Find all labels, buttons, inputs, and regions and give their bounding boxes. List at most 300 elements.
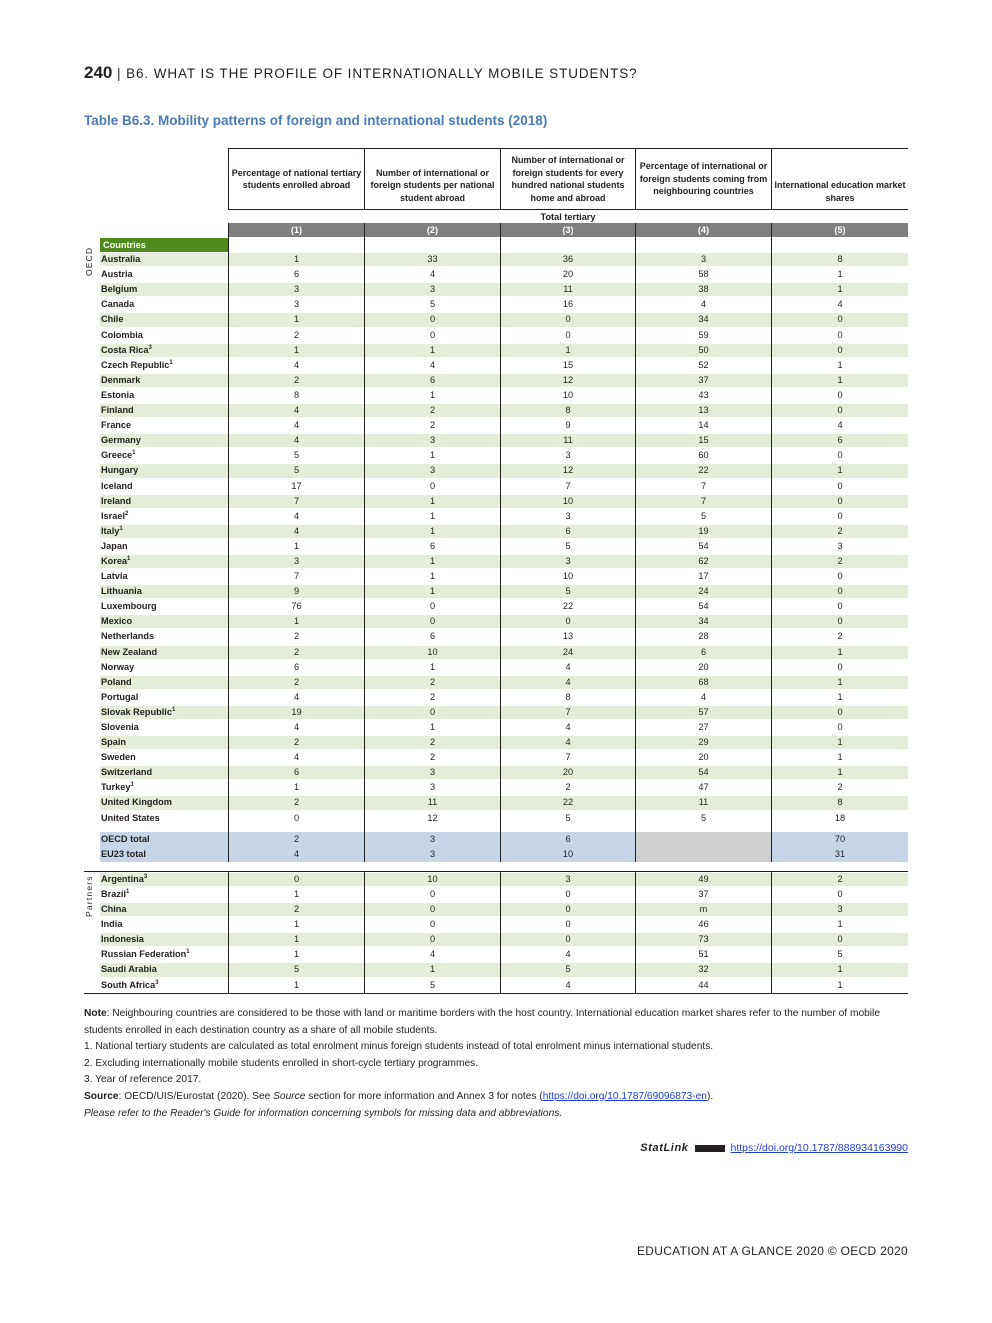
country-name: [101, 811, 160, 826]
table-cell: 0: [771, 887, 908, 902]
table-cell: 0: [771, 388, 908, 403]
table-cell: 1: [771, 645, 908, 660]
table-cell: 17: [228, 479, 364, 494]
table-cell: 4: [500, 978, 635, 993]
table-cell: 0: [771, 479, 908, 494]
page-number: 240: [84, 63, 113, 82]
table-row: [84, 433, 908, 448]
table-row: [84, 780, 908, 795]
note-label: Note: [84, 1008, 107, 1019]
table-cell: 0: [364, 479, 500, 494]
table-cell: 2: [771, 554, 908, 569]
table-cell: 1: [771, 463, 908, 478]
table-cell: 4: [771, 418, 908, 433]
table-row: [84, 917, 908, 932]
table-cell: 0: [500, 328, 635, 343]
statlink-url[interactable]: https://doi.org/10.1787/888934163990: [730, 1142, 908, 1154]
table-cell: 12: [500, 373, 635, 388]
country-name-text: Korea: [101, 555, 128, 566]
table-cell: 5: [635, 811, 771, 826]
country-name-text: Indonesia: [101, 934, 144, 945]
table-row: [84, 343, 908, 358]
table-cell: 51: [635, 947, 771, 962]
table-cell: 1: [228, 978, 364, 993]
country-name: [101, 947, 190, 962]
table-cell: 1: [228, 343, 364, 358]
note-text: : Neighbouring countries are considered to be those with land or maritime borders with the host country. International education market shares refer to the number of mobile students enrolled in each destination country as a share of all mobile students.: [84, 1008, 880, 1036]
table-cell: 5: [228, 962, 364, 977]
country-name-text: Poland: [101, 676, 132, 687]
country-name: [101, 705, 175, 720]
table-cell: 1: [364, 343, 500, 358]
table-cell: 3: [364, 282, 500, 297]
country-name-text: Norway: [101, 661, 135, 672]
column-number-4: (4): [635, 223, 771, 237]
table-cell: 20: [500, 267, 635, 282]
table-cell: 2: [364, 690, 500, 705]
table-cell: 1: [228, 614, 364, 629]
table-cell: 33: [364, 252, 500, 267]
table-cell: 1: [771, 978, 908, 993]
table-cell: 6: [500, 832, 635, 847]
source-italic: Source: [273, 1090, 306, 1102]
column-header-3: Number of international or foreign students for every hundred national students home and abroad: [500, 149, 635, 209]
footnote-marker: 1: [171, 706, 176, 713]
table-cell: 19: [635, 524, 771, 539]
table-cell: 4: [500, 735, 635, 750]
table-cell: [635, 847, 771, 862]
table-cell: 0: [771, 312, 908, 327]
table-cell: 0: [771, 403, 908, 418]
table-row: [84, 705, 908, 720]
country-name: [101, 660, 134, 675]
country-name: [101, 887, 129, 902]
table-row: [84, 388, 908, 403]
table-row: [84, 720, 908, 735]
partner-body: [84, 872, 908, 993]
table-cell: 16: [500, 297, 635, 312]
table-cell: 3: [500, 872, 635, 887]
column-rule: [635, 237, 636, 252]
country-name: [101, 902, 127, 917]
footnote-1: 1. National tertiary students are calculated as total enrolment minus foreign students instead of total enrolment minus international students.: [84, 1041, 714, 1053]
table-cell: 2: [228, 373, 364, 388]
table-cell: 0: [771, 932, 908, 947]
table-cell: 1: [771, 917, 908, 932]
country-name-text: Saudi Arabia: [101, 964, 157, 975]
table-cell: 2: [771, 629, 908, 644]
table-cell: 4: [771, 297, 908, 312]
country-name: [101, 780, 134, 795]
country-name-text: Belgium: [101, 284, 138, 295]
country-name: [101, 962, 157, 977]
table-cell: 49: [635, 872, 771, 887]
countries-label: Countries: [100, 238, 228, 252]
country-name: [101, 328, 143, 343]
country-name-text: Russian Federation: [101, 949, 187, 960]
table-cell: 4: [228, 418, 364, 433]
spacer: [84, 862, 908, 871]
country-name: [101, 388, 134, 403]
statlink-logo-icon: [695, 1145, 725, 1152]
table-cell: 1: [771, 282, 908, 297]
table-cell: 8: [771, 795, 908, 810]
country-name-text: Estonia: [101, 389, 135, 400]
country-name-text: Ireland: [101, 495, 132, 506]
table-cell: 5: [500, 962, 635, 977]
table-cell: 27: [635, 720, 771, 735]
reader-guide-text: Please refer to the Reader's Guide for information concerning symbols for missing data and abbreviations.: [84, 1107, 563, 1119]
table-row: [84, 524, 908, 539]
country-name-text: Mexico: [101, 616, 133, 627]
country-name: [101, 614, 132, 629]
table-cell: 6: [635, 645, 771, 660]
country-name: [101, 872, 147, 887]
table-cell: 2: [771, 872, 908, 887]
table-cell: 22: [635, 463, 771, 478]
table-cell: 1: [364, 524, 500, 539]
table-cell: 0: [364, 312, 500, 327]
source-text-3: ).: [706, 1090, 714, 1102]
table-cell: 2: [228, 328, 364, 343]
table-row: [84, 690, 908, 705]
table-cell: 54: [635, 599, 771, 614]
country-name: [101, 282, 137, 297]
total-tertiary-label: Total tertiary: [228, 209, 908, 223]
table-cell: 10: [500, 847, 635, 862]
table-cell: 0: [364, 599, 500, 614]
country-name: [101, 433, 141, 448]
country-name: [101, 252, 140, 267]
country-name: [101, 494, 131, 509]
table-cell: 73: [635, 932, 771, 947]
table-cell: m: [635, 902, 771, 917]
footnote-marker: 1: [169, 359, 173, 366]
country-name-text: Lithuania: [101, 586, 142, 597]
table-cell: 7: [635, 479, 771, 494]
source-paragraph: [84, 1089, 910, 1106]
table-cell: 24: [500, 645, 635, 660]
table-cell: 5: [500, 584, 635, 599]
country-name-text: Latvia: [101, 571, 128, 582]
table-cell: 37: [635, 887, 771, 902]
footnote-marker: 1: [127, 555, 131, 562]
table-cell: 70: [771, 832, 908, 847]
table-cell: 46: [635, 917, 771, 932]
country-name-text: Iceland: [101, 480, 133, 491]
table-cell: 2: [228, 735, 364, 750]
table-cell: 15: [500, 358, 635, 373]
table-cell: 7: [500, 750, 635, 765]
table-cell: [635, 832, 771, 847]
footnote-marker: 3: [155, 979, 159, 986]
column-number-row: [84, 223, 908, 237]
table-cell: 4: [228, 847, 364, 862]
table-cell: 4: [228, 720, 364, 735]
country-name-text: Argentina: [101, 873, 144, 884]
table-cell: 5: [771, 947, 908, 962]
table-cell: 3: [364, 780, 500, 795]
table-cell: 6: [228, 765, 364, 780]
column-rule: [228, 237, 229, 252]
column-number-2: (2): [364, 223, 500, 237]
table-cell: 12: [500, 463, 635, 478]
table-row: [84, 297, 908, 312]
footnote-2: 2. Excluding internationally mobile students enrolled in short-cycle tertiary programmes.: [84, 1057, 479, 1069]
source-label: Source: [84, 1090, 119, 1102]
table-cell: 0: [771, 584, 908, 599]
table-cell: 31: [771, 847, 908, 862]
country-name-text: Slovak Republic: [101, 706, 172, 717]
table-cell: 68: [635, 675, 771, 690]
table-cell: 1: [228, 887, 364, 902]
country-name-text: France: [101, 420, 132, 431]
table-cell: 0: [364, 887, 500, 902]
table-cell: 1: [771, 765, 908, 780]
table-cell: 4: [500, 675, 635, 690]
country-name: [101, 750, 136, 765]
table-cell: 2: [771, 780, 908, 795]
table-cell: 58: [635, 267, 771, 282]
table-cell: 2: [228, 795, 364, 810]
table-cell: 1: [364, 720, 500, 735]
table-cell: 0: [771, 448, 908, 463]
table-cell: 20: [500, 765, 635, 780]
table-cell: 1: [771, 267, 908, 282]
table-cell: 8: [771, 252, 908, 267]
table-cell: 47: [635, 780, 771, 795]
table-cell: 0: [500, 887, 635, 902]
table-cell: 1: [364, 962, 500, 977]
table-cell: 0: [771, 343, 908, 358]
table-row: [84, 494, 908, 509]
table-cell: 0: [364, 932, 500, 947]
table-cell: 4: [364, 267, 500, 282]
footnote-marker: 1: [132, 450, 136, 457]
country-name-text: Austria: [101, 269, 133, 280]
table-cell: 10: [500, 494, 635, 509]
statlink-label: StatLink: [640, 1142, 689, 1154]
country-name-text: OECD total: [101, 833, 150, 844]
country-name-text: Slovenia: [101, 722, 139, 732]
country-name-text: Finland: [101, 405, 134, 416]
table-cell: 1: [228, 932, 364, 947]
footnote-marker: 1: [186, 949, 190, 956]
table-cell: 4: [635, 297, 771, 312]
country-name: [101, 539, 128, 554]
table-cell: 44: [635, 978, 771, 993]
table-row: [84, 902, 908, 917]
country-name-text: Denmark: [101, 374, 141, 385]
table-cell: 2: [500, 780, 635, 795]
table-cell: 3: [364, 832, 500, 847]
table-cell: 7: [500, 705, 635, 720]
table-row: [84, 282, 908, 297]
country-name: [101, 690, 138, 705]
country-name: [101, 358, 173, 373]
table-cell: 4: [500, 720, 635, 735]
table-row: [84, 645, 908, 660]
total-tertiary-row: [84, 209, 908, 223]
table-cell: 1: [771, 358, 908, 373]
country-name: [101, 720, 139, 735]
table-row: [84, 599, 908, 614]
table-cell: 3: [635, 252, 771, 267]
table-row: [84, 448, 908, 463]
table-cell: 0: [228, 872, 364, 887]
country-name-text: Luxembourg: [101, 601, 157, 612]
table-cell: 43: [635, 388, 771, 403]
country-name: [101, 735, 126, 750]
table-cell: 0: [771, 705, 908, 720]
table-cell: 7: [228, 494, 364, 509]
country-name-text: Portugal: [101, 691, 139, 702]
table-cell: 14: [635, 418, 771, 433]
country-name-text: Brazil: [101, 888, 127, 899]
table-cell: 18: [771, 811, 908, 826]
page-footer: EDUCATION AT A GLANCE 2020 © OECD 2020: [636, 1244, 908, 1258]
page-header: [84, 63, 638, 83]
table-cell: 5: [228, 448, 364, 463]
table-row: [84, 569, 908, 584]
table-cell: 13: [500, 629, 635, 644]
column-number-1: (1): [228, 223, 364, 237]
notes-section: [84, 1006, 910, 1122]
country-name-text: Japan: [101, 540, 128, 551]
table-cell: 1: [228, 539, 364, 554]
country-name: [101, 267, 133, 282]
table-cell: 34: [635, 312, 771, 327]
table-cell: 8: [500, 403, 635, 418]
country-name: [101, 847, 146, 862]
country-name: [101, 403, 134, 418]
table-cell: 0: [500, 932, 635, 947]
table-cell: 0: [771, 720, 908, 735]
source-link[interactable]: https://doi.org/10.1787/69096873-en: [542, 1090, 707, 1102]
table-row: [84, 750, 908, 765]
table-row: [84, 735, 908, 750]
country-name-text: EU23 total: [101, 848, 146, 859]
country-name: [101, 629, 154, 644]
footnote-marker: 1: [119, 525, 123, 532]
table-cell: 0: [771, 599, 908, 614]
table-row: [84, 962, 908, 977]
table-row: [84, 614, 908, 629]
country-name: [101, 978, 159, 993]
table-cell: 2: [364, 418, 500, 433]
table-cell: 4: [364, 947, 500, 962]
country-name-text: Chile: [101, 314, 124, 325]
footnote-marker: 3: [148, 344, 152, 351]
table-cell: 1: [364, 509, 500, 524]
country-name-text: Germany: [101, 435, 141, 446]
table-cell: 3: [500, 554, 635, 569]
table-cell: 5: [364, 978, 500, 993]
table-cell: 17: [635, 569, 771, 584]
country-name-text: Switzerland: [101, 767, 153, 778]
country-name: [101, 832, 150, 847]
table-cell: 20: [635, 660, 771, 675]
table-cell: 2: [364, 735, 500, 750]
table-cell: 1: [364, 584, 500, 599]
countries-row: [84, 237, 908, 252]
footnote-marker: 2: [125, 510, 129, 517]
country-name: [101, 932, 144, 947]
table-cell: 1: [228, 252, 364, 267]
table-cell: 1: [364, 388, 500, 403]
country-name-text: Turkey: [101, 782, 131, 793]
table-cell: 4: [228, 433, 364, 448]
table-cell: 22: [500, 599, 635, 614]
partners-group-label: Partners: [84, 874, 94, 917]
table-cell: 4: [228, 403, 364, 418]
country-name-text: Israel: [101, 510, 126, 521]
table-cell: 20: [635, 750, 771, 765]
column-number-5: (5): [771, 223, 908, 237]
table-row: [84, 584, 908, 599]
country-name-text: Australia: [101, 254, 141, 265]
table-cell: 2: [364, 750, 500, 765]
table-cell: 3: [500, 509, 635, 524]
table-row: [84, 403, 908, 418]
table-cell: 3: [228, 554, 364, 569]
table-cell: 3: [364, 463, 500, 478]
table-cell: 4: [228, 509, 364, 524]
table-cell: 3: [500, 448, 635, 463]
table-cell: 57: [635, 705, 771, 720]
country-name-text: Italy: [101, 525, 120, 536]
table-cell: 10: [500, 569, 635, 584]
footnote-3: 3. Year of reference 2017.: [84, 1074, 202, 1086]
country-name-text: Colombia: [101, 329, 143, 340]
table-cell: 7: [635, 494, 771, 509]
table-row: [84, 887, 908, 902]
table-cell: 9: [500, 418, 635, 433]
table-row: [84, 765, 908, 780]
column-rule: [771, 237, 772, 252]
oecd-body: [84, 246, 908, 826]
country-name-text: United States: [101, 812, 160, 823]
country-name-text: New Zealand: [101, 646, 158, 657]
table-cell: 3: [771, 902, 908, 917]
table-cell: 60: [635, 448, 771, 463]
table-cell: 1: [228, 780, 364, 795]
header-separator: |: [112, 66, 127, 81]
country-name-text: Sweden: [101, 752, 136, 763]
table-cell: 24: [635, 584, 771, 599]
table-cell: 59: [635, 328, 771, 343]
country-name: [101, 765, 152, 780]
table-cell: 1: [228, 947, 364, 962]
table-row: [84, 795, 908, 810]
table-cell: 3: [771, 539, 908, 554]
table-cell: 0: [500, 312, 635, 327]
table-cell: 4: [364, 358, 500, 373]
table-row: [84, 947, 908, 962]
column-header-4: Percentage of international or foreign students coming from neighbouring countries: [635, 149, 771, 209]
table-cell: 0: [500, 614, 635, 629]
table-cell: 4: [228, 750, 364, 765]
table-cell: 2: [228, 675, 364, 690]
table-cell: 0: [364, 902, 500, 917]
table-cell: 10: [364, 872, 500, 887]
table-cell: 15: [635, 433, 771, 448]
column-header-2: Number of international or foreign students per national student abroad: [364, 149, 500, 209]
table-cell: 8: [228, 388, 364, 403]
column-rule: [364, 237, 365, 252]
table-row: [84, 418, 908, 433]
table-cell: 0: [771, 509, 908, 524]
